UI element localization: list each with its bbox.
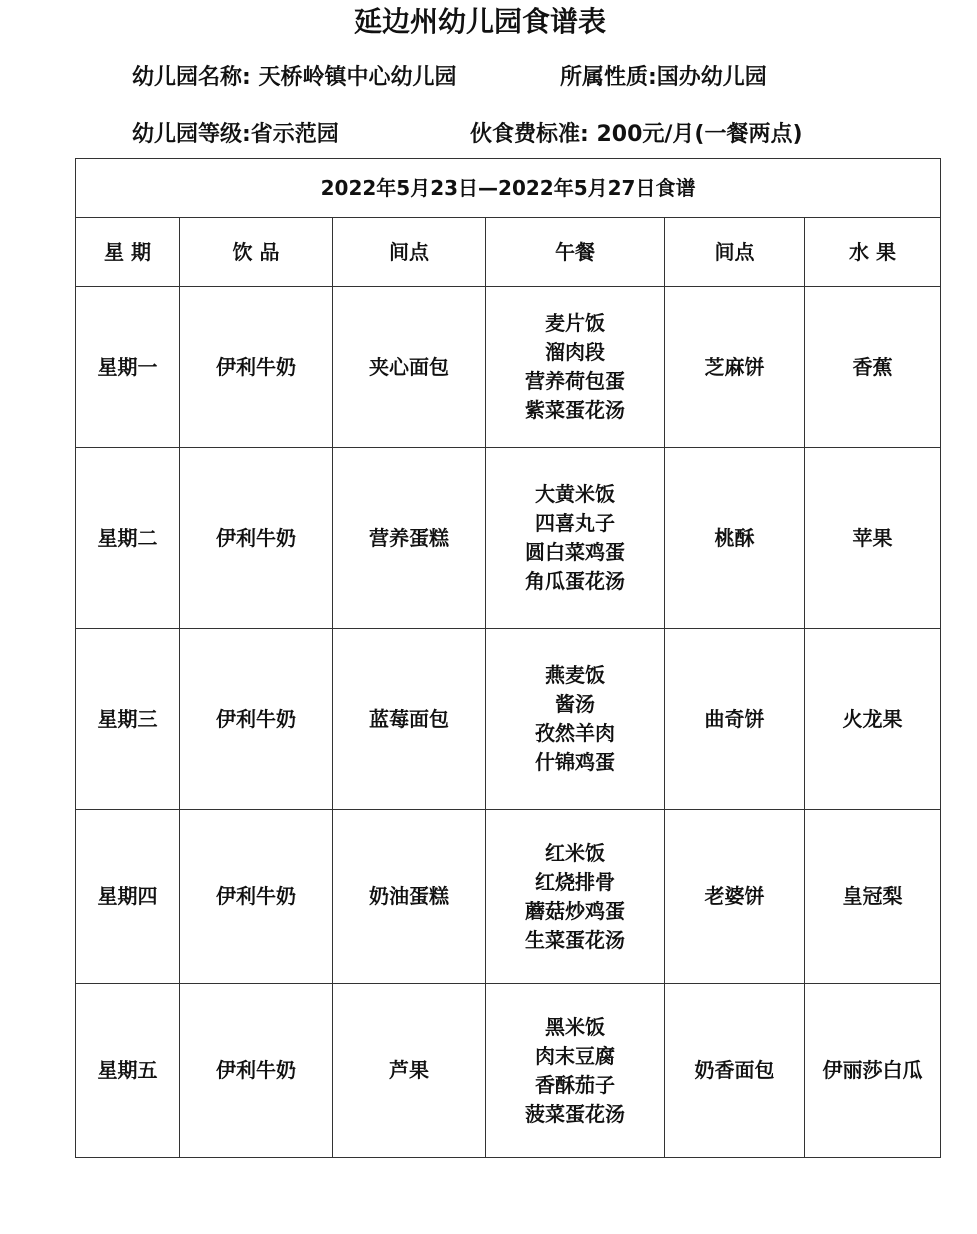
drink-cell: 伊利牛奶 <box>180 810 333 984</box>
fruit-cell: 皇冠梨 <box>805 810 941 984</box>
drink-cell: 伊利牛奶 <box>180 448 333 629</box>
lunch-dish: 肉末豆腐 <box>535 1043 615 1068</box>
fruit-cell: 苹果 <box>805 448 941 629</box>
snack-morning-cell: 营养蛋糕 <box>333 448 486 629</box>
lunch-cell <box>486 287 665 448</box>
header-snack-morning: 间点 <box>333 218 486 287</box>
lunch-dish: 香酥茄子 <box>535 1072 615 1097</box>
menu-period: 2022年5月23日—2022年5月27日食谱 <box>76 159 941 218</box>
lunch-cell <box>486 629 665 810</box>
day-cell: 星期四 <box>76 810 180 984</box>
menu-table <box>75 158 941 1158</box>
drink-cell: 伊利牛奶 <box>180 629 333 810</box>
lunch-dish: 溜肉段 <box>545 340 605 364</box>
snack-afternoon-cell: 曲奇饼 <box>665 629 805 810</box>
lunch-dish: 孜然羊肉 <box>535 721 615 745</box>
lunch-dish: 酱汤 <box>555 692 595 716</box>
snack-afternoon-cell: 老婆饼 <box>665 810 805 984</box>
lunch-dish: 麦片饭 <box>545 311 605 335</box>
day-cell: 星期二 <box>76 448 180 629</box>
lunch-cell <box>486 984 665 1158</box>
snack-afternoon-cell: 奶香面包 <box>665 984 805 1158</box>
fruit-cell: 伊丽莎白瓜 <box>805 984 941 1158</box>
header-day: 星 期 <box>76 218 180 287</box>
fruit-cell: 香蕉 <box>805 287 941 448</box>
header-lunch: 午餐 <box>486 218 665 287</box>
lunch-dish: 大黄米饭 <box>535 482 615 506</box>
snack-morning-cell: 芦果 <box>333 984 486 1158</box>
kindergarten-nature: 所属性质:国办幼儿园 <box>560 65 767 90</box>
table-row <box>76 287 941 448</box>
lunch-dish: 四喜丸子 <box>535 511 615 535</box>
lunch-cell <box>486 810 665 984</box>
fruit-cell: 火龙果 <box>805 629 941 810</box>
snack-morning-cell: 夹心面包 <box>333 287 486 448</box>
day-cell: 星期一 <box>76 287 180 448</box>
drink-cell: 伊利牛奶 <box>180 287 333 448</box>
header-row <box>76 218 941 287</box>
header-fruit: 水 果 <box>805 218 941 287</box>
table-row <box>76 810 941 984</box>
period-row <box>76 159 941 218</box>
lunch-dish: 营养荷包蛋 <box>525 369 625 393</box>
lunch-dish: 燕麦饭 <box>545 663 605 687</box>
lunch-dish: 角瓜蛋花汤 <box>525 569 625 593</box>
lunch-dish: 紫菜蛋花汤 <box>525 398 625 422</box>
lunch-dish: 红米饭 <box>545 840 605 865</box>
lunch-dish: 黑米饭 <box>545 1014 605 1039</box>
snack-morning-cell: 蓝莓面包 <box>333 629 486 810</box>
lunch-dish: 什锦鸡蛋 <box>535 750 615 774</box>
snack-afternoon-cell: 桃酥 <box>665 448 805 629</box>
table-row <box>76 448 941 629</box>
table-row <box>76 629 941 810</box>
page-title: 延边州幼儿园食谱表 <box>353 5 606 38</box>
snack-afternoon-cell: 芝麻饼 <box>665 287 805 448</box>
lunch-dish: 圆白菜鸡蛋 <box>525 540 625 564</box>
meal-fee-standard: 伙食费标准: 200元/月(一餐两点) <box>470 122 803 147</box>
lunch-cell <box>486 448 665 629</box>
lunch-dish: 红烧排骨 <box>535 869 615 894</box>
header-drink: 饮 品 <box>180 218 333 287</box>
table-row <box>76 984 941 1158</box>
kindergarten-name: 幼儿园名称: 天桥岭镇中心幼儿园 <box>132 65 457 90</box>
day-cell: 星期五 <box>76 984 180 1158</box>
drink-cell: 伊利牛奶 <box>180 984 333 1158</box>
lunch-dish: 蘑菇炒鸡蛋 <box>525 898 625 923</box>
lunch-dish: 生菜蛋花汤 <box>525 927 625 952</box>
lunch-dish: 菠菜蛋花汤 <box>525 1101 625 1126</box>
day-cell: 星期三 <box>76 629 180 810</box>
snack-morning-cell: 奶油蛋糕 <box>333 810 486 984</box>
kindergarten-grade: 幼儿园等级:省示范园 <box>132 122 339 147</box>
header-snack-afternoon: 间点 <box>665 218 805 287</box>
